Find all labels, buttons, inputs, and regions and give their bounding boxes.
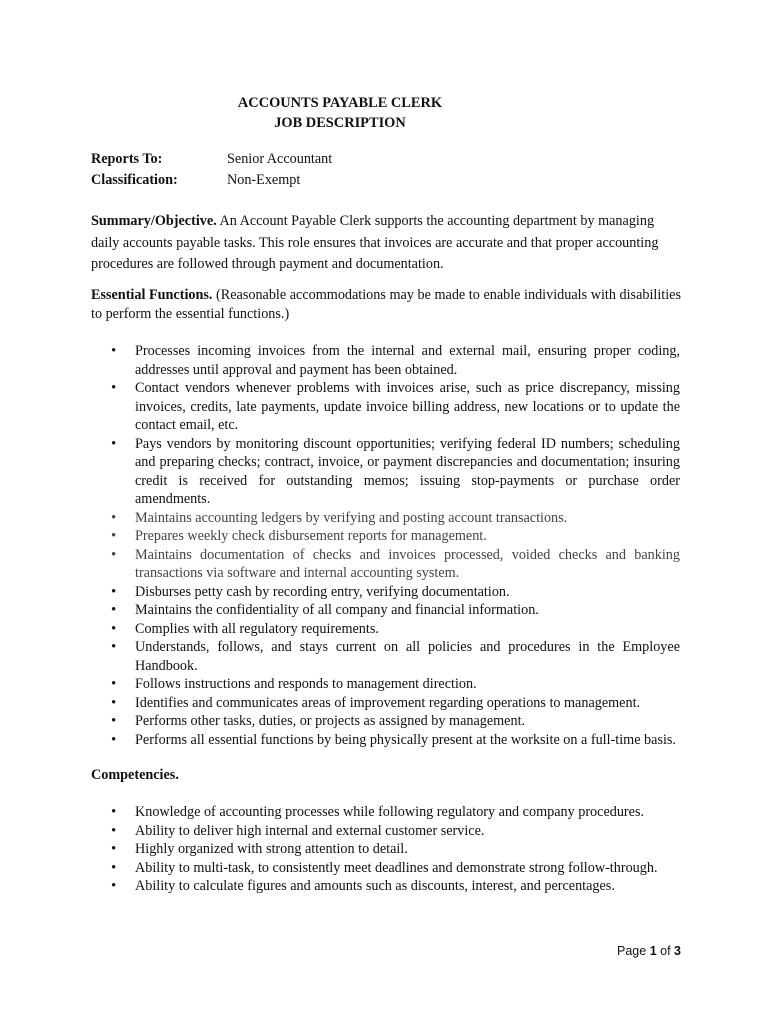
job-meta — [91, 149, 332, 191]
list-item: • Ability to deliver high internal and external customer service. — [91, 822, 680, 841]
page-total: 3 — [674, 944, 681, 958]
summary-paragraph — [91, 211, 681, 276]
essential-functions-note: (Reasonable accommodations may be made to enable individuals with disabilities to perform the essential functions.) — [91, 287, 681, 322]
classification-row — [91, 170, 332, 191]
list-item: • Maintains the confidentiality of all company and financial information. — [91, 601, 680, 620]
list-item: • Highly organized with strong attention to detail. — [91, 840, 680, 859]
list-item: • Processes incoming invoices from the internal and external mail, ensuring proper coding, addresses until approval and payment has been obtained. — [91, 342, 680, 379]
list-item: • Knowledge of accounting processes while following regulatory and company procedures. — [91, 803, 680, 822]
classification-value: Non-Exempt — [227, 172, 301, 188]
reports-to-label: Reports To: — [91, 151, 163, 167]
competencies-heading: Competencies. — [91, 767, 179, 783]
page-word: Page — [617, 944, 647, 958]
page-number — [617, 944, 681, 958]
essential-functions-paragraph — [91, 286, 681, 324]
essential-functions-heading: Essential Functions. — [91, 287, 213, 303]
essential-functions-list — [91, 342, 680, 749]
list-item: • Identifies and communicates areas of improvement regarding operations to management. — [91, 694, 680, 713]
list-item: • Maintains accounting ledgers by verifying and posting account transactions. — [91, 509, 680, 528]
list-item: • Understands, follows, and stays current on all policies and procedures in the Employee Handbook. — [91, 638, 680, 675]
title-line-2: JOB DESCRIPTION — [274, 115, 406, 131]
summary-heading: Summary/Objective. — [91, 213, 217, 229]
reports-to-value: Senior Accountant — [227, 151, 333, 167]
list-item: • Follows instructions and responds to management direction. — [91, 675, 680, 694]
page-current: 1 — [649, 944, 657, 958]
document-title — [0, 93, 680, 133]
list-item: • Performs all essential functions by being physically present at the worksite on a full-time basis. — [91, 731, 680, 750]
competencies-list — [91, 803, 680, 896]
list-item: • Ability to calculate figures and amounts such as discounts, interest, and percentages. — [91, 877, 680, 896]
list-item: • Performs other tasks, duties, or projects as assigned by management. — [91, 712, 680, 731]
list-item: • Maintains documentation of checks and invoices processed, voided checks and banking transactions via software and internal accounting system. — [91, 546, 680, 583]
list-item: • Ability to multi-task, to consistently meet deadlines and demonstrate strong follow-through. — [91, 859, 680, 878]
list-item: • Prepares weekly check disbursement reports for management. — [91, 527, 680, 546]
classification-label: Classification: — [91, 172, 178, 188]
summary-text: An Account Payable Clerk supports the accounting department by managing daily accounts payable tasks. This role ensures that invoices are accurate and that proper accounting procedures are followed through payment and documentation. — [91, 213, 659, 272]
of-word: of — [660, 944, 671, 958]
list-item: • Complies with all regulatory requirements. — [91, 620, 680, 639]
list-item: • Disburses petty cash by recording entry, verifying documentation. — [91, 583, 680, 602]
reports-to-row — [91, 149, 332, 170]
list-item: • Contact vendors whenever problems with invoices arise, such as price discrepancy, missing invoices, credits, late payments, update invoice billing address, new locations or to update the contact email, etc. — [91, 379, 680, 435]
list-item: • Pays vendors by monitoring discount opportunities; verifying federal ID numbers; scheduling and preparing checks; contract, invoice, or payment discrepancies and documentation; insuring credit is received for outstanding memos; issuing stop-payments or purchase order amendments. — [91, 435, 680, 509]
title-line-1: ACCOUNTS PAYABLE CLERK — [237, 95, 443, 111]
